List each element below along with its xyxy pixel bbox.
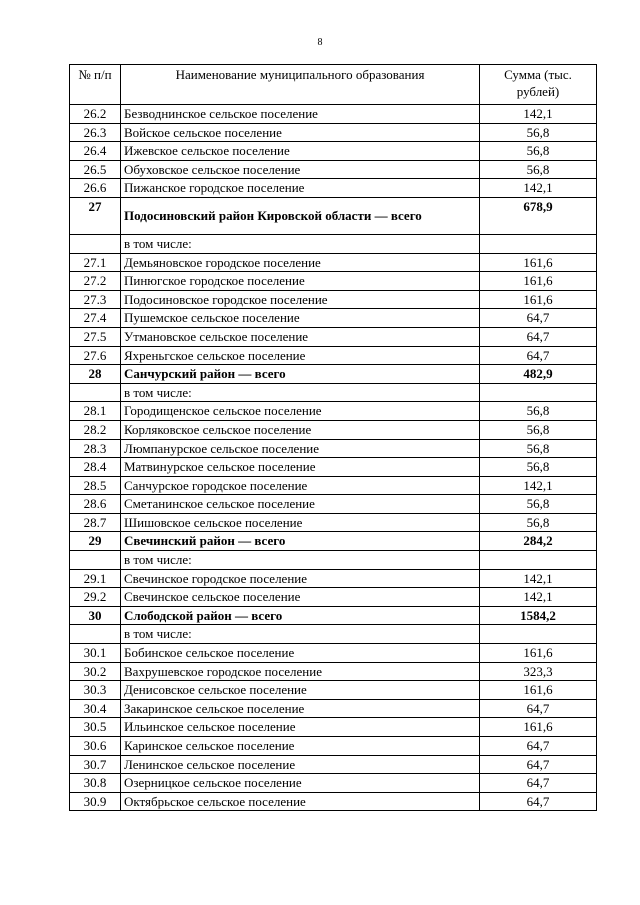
table-row <box>70 383 597 402</box>
row-number: 26.5 <box>70 160 121 179</box>
row-number: 27 <box>70 197 121 234</box>
row-sum <box>480 625 597 644</box>
row-name: Шишовское сельское поселение <box>121 513 480 532</box>
row-sum: 142,1 <box>480 179 597 198</box>
row-number: 30.8 <box>70 774 121 793</box>
row-name: Сметанинское сельское поселение <box>121 495 480 514</box>
row-sum: 64,7 <box>480 327 597 346</box>
table-row <box>70 327 597 346</box>
table-row <box>70 737 597 756</box>
row-number: 28.7 <box>70 513 121 532</box>
row-number: 27.3 <box>70 290 121 309</box>
row-name: Городищенское сельское поселение <box>121 402 480 421</box>
row-name: Яхреньгское сельское поселение <box>121 346 480 365</box>
row-number: 28.3 <box>70 439 121 458</box>
header-sum: Сумма (тыс. рублей) <box>480 65 597 105</box>
table-row <box>70 625 597 644</box>
row-sum: 161,6 <box>480 718 597 737</box>
row-name: Ленинское сельское поселение <box>121 755 480 774</box>
row-name: Свечинское городское поселение <box>121 569 480 588</box>
row-name: Пушемское сельское поселение <box>121 309 480 328</box>
table-row <box>70 234 597 253</box>
row-sum: 161,6 <box>480 644 597 663</box>
table-row <box>70 569 597 588</box>
row-sum: 56,8 <box>480 142 597 161</box>
row-name: Обуховское сельское поселение <box>121 160 480 179</box>
table-row <box>70 402 597 421</box>
table-row <box>70 699 597 718</box>
row-name: Санчурский район — всего <box>121 365 480 384</box>
row-number: 27.1 <box>70 253 121 272</box>
table-row <box>70 309 597 328</box>
row-name: Ижевское сельское поселение <box>121 142 480 161</box>
row-name: в том числе: <box>121 551 480 570</box>
row-sum: 64,7 <box>480 792 597 811</box>
row-sum <box>480 234 597 253</box>
row-number <box>70 234 121 253</box>
row-sum: 1584,2 <box>480 606 597 625</box>
table-row <box>70 346 597 365</box>
row-name: Бобинское сельское поселение <box>121 644 480 663</box>
row-name: в том числе: <box>121 383 480 402</box>
table-row-district-total <box>70 606 597 625</box>
row-name: в том числе: <box>121 625 480 644</box>
row-number <box>70 383 121 402</box>
table-row <box>70 105 597 124</box>
row-sum: 323,3 <box>480 662 597 681</box>
row-sum: 64,7 <box>480 346 597 365</box>
row-number: 28.1 <box>70 402 121 421</box>
table-row <box>70 272 597 291</box>
row-number: 28.5 <box>70 476 121 495</box>
row-name: Демьяновское городское поселение <box>121 253 480 272</box>
row-sum: 64,7 <box>480 699 597 718</box>
table-row <box>70 253 597 272</box>
row-sum: 56,8 <box>480 513 597 532</box>
row-number: 30.2 <box>70 662 121 681</box>
row-name: Озерницкое сельское поселение <box>121 774 480 793</box>
table-row <box>70 142 597 161</box>
row-name: Каринское сельское поселение <box>121 737 480 756</box>
table-header-row <box>70 65 597 105</box>
table-row <box>70 551 597 570</box>
table-row <box>70 420 597 439</box>
row-name: Слободской район — всего <box>121 606 480 625</box>
row-number: 30.6 <box>70 737 121 756</box>
table-row <box>70 588 597 607</box>
row-number: 27.6 <box>70 346 121 365</box>
row-name: Утмановское сельское поселение <box>121 327 480 346</box>
table-row <box>70 160 597 179</box>
row-sum: 284,2 <box>480 532 597 551</box>
table-row <box>70 123 597 142</box>
row-name: Вахрушевское городское поселение <box>121 662 480 681</box>
row-number: 26.6 <box>70 179 121 198</box>
table-row <box>70 644 597 663</box>
header-num: № п/п <box>70 65 121 105</box>
allocation-table <box>69 64 597 811</box>
row-name: Матвинурское сельское поселение <box>121 458 480 477</box>
row-sum: 142,1 <box>480 105 597 124</box>
table-row <box>70 513 597 532</box>
row-number: 27.2 <box>70 272 121 291</box>
table-row <box>70 681 597 700</box>
row-sum: 161,6 <box>480 272 597 291</box>
row-sum: 142,1 <box>480 588 597 607</box>
table-row <box>70 495 597 514</box>
row-number: 30.7 <box>70 755 121 774</box>
row-sum: 482,9 <box>480 365 597 384</box>
page-number: 8 <box>317 37 323 48</box>
header-name: Наименование муниципального образования <box>121 65 480 105</box>
row-sum: 56,8 <box>480 458 597 477</box>
row-number <box>70 551 121 570</box>
row-name: Закаринское сельское поселение <box>121 699 480 718</box>
row-sum: 64,7 <box>480 774 597 793</box>
row-name: Подосиновский район Кировской области — всего <box>121 197 480 234</box>
row-sum: 142,1 <box>480 476 597 495</box>
row-number: 27.4 <box>70 309 121 328</box>
row-sum: 56,8 <box>480 420 597 439</box>
row-number: 29 <box>70 532 121 551</box>
row-name: Свечинский район — всего <box>121 532 480 551</box>
table-row <box>70 179 597 198</box>
row-name: Подосиновское городское поселение <box>121 290 480 309</box>
table-row <box>70 662 597 681</box>
row-number <box>70 625 121 644</box>
row-name: Денисовское сельское поселение <box>121 681 480 700</box>
row-sum: 64,7 <box>480 309 597 328</box>
table-row <box>70 439 597 458</box>
row-number: 26.2 <box>70 105 121 124</box>
table-row-district-total <box>70 365 597 384</box>
table-row <box>70 718 597 737</box>
row-number: 28.2 <box>70 420 121 439</box>
row-sum <box>480 383 597 402</box>
row-sum <box>480 551 597 570</box>
row-name: Октябрьское сельское поселение <box>121 792 480 811</box>
table-row <box>70 458 597 477</box>
table-row-district-total <box>70 532 597 551</box>
row-sum: 56,8 <box>480 495 597 514</box>
row-number: 30 <box>70 606 121 625</box>
row-sum: 142,1 <box>480 569 597 588</box>
row-number: 30.1 <box>70 644 121 663</box>
row-sum: 56,8 <box>480 160 597 179</box>
table-row <box>70 755 597 774</box>
row-name: в том числе: <box>121 234 480 253</box>
row-sum: 56,8 <box>480 123 597 142</box>
row-number: 30.9 <box>70 792 121 811</box>
row-name: Войское сельское поселение <box>121 123 480 142</box>
table-row <box>70 792 597 811</box>
row-number: 30.3 <box>70 681 121 700</box>
table-row <box>70 774 597 793</box>
row-name: Корляковское сельское поселение <box>121 420 480 439</box>
row-sum: 56,8 <box>480 439 597 458</box>
table-row <box>70 476 597 495</box>
row-name: Санчурское городское поселение <box>121 476 480 495</box>
row-sum: 678,9 <box>480 197 597 234</box>
row-sum: 161,6 <box>480 290 597 309</box>
row-number: 28.4 <box>70 458 121 477</box>
row-number: 29.2 <box>70 588 121 607</box>
row-name: Ильинское сельское поселение <box>121 718 480 737</box>
row-sum: 56,8 <box>480 402 597 421</box>
table-row-district-total <box>70 197 597 234</box>
row-number: 30.5 <box>70 718 121 737</box>
row-number: 27.5 <box>70 327 121 346</box>
row-sum: 64,7 <box>480 737 597 756</box>
row-number: 29.1 <box>70 569 121 588</box>
row-name: Безводнинское сельское поселение <box>121 105 480 124</box>
row-name: Пижанское городское поселение <box>121 179 480 198</box>
row-sum: 161,6 <box>480 681 597 700</box>
row-name: Люмпанурское сельское поселение <box>121 439 480 458</box>
row-number: 28.6 <box>70 495 121 514</box>
row-number: 26.3 <box>70 123 121 142</box>
row-name: Свечинское сельское поселение <box>121 588 480 607</box>
row-number: 30.4 <box>70 699 121 718</box>
row-number: 28 <box>70 365 121 384</box>
row-name: Пинюгское городское поселение <box>121 272 480 291</box>
row-sum: 64,7 <box>480 755 597 774</box>
row-number: 26.4 <box>70 142 121 161</box>
row-sum: 161,6 <box>480 253 597 272</box>
table-row <box>70 290 597 309</box>
